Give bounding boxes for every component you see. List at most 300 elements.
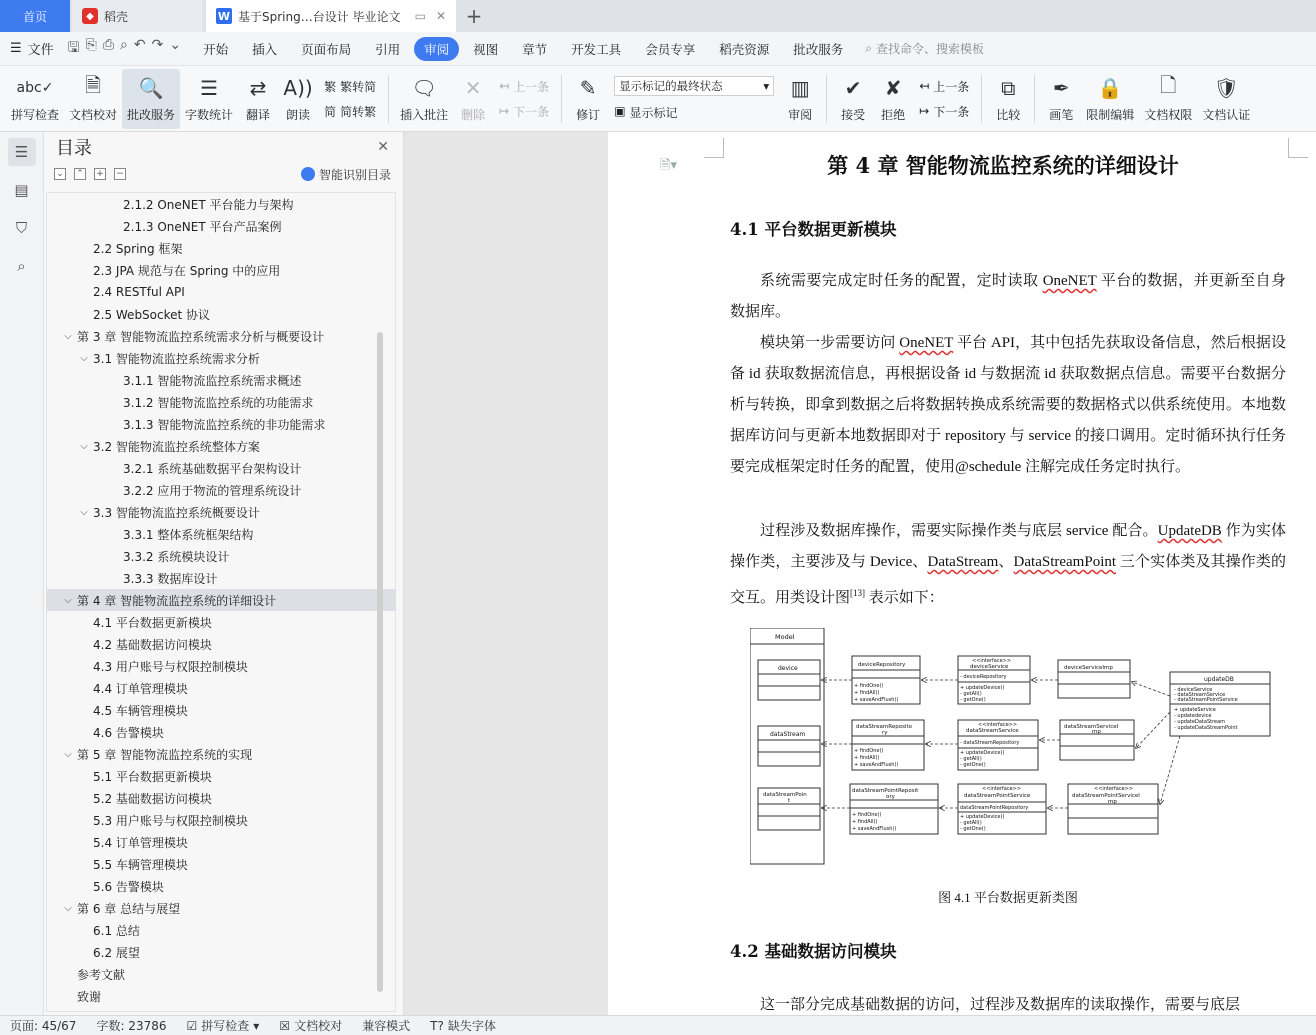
spell-flag-term: OneNET (1042, 273, 1097, 289)
chevron-down-icon[interactable]: ⌵ (64, 330, 72, 342)
bookmark-icon[interactable]: ⛉ (15, 219, 28, 237)
toc-item[interactable] (47, 655, 395, 677)
text-run: 表示如下： (865, 590, 944, 606)
pen-label: 画笔 (1049, 108, 1074, 122)
diagram-label: deviceRepository (858, 662, 906, 668)
restrict-edit-button[interactable] (1081, 69, 1139, 129)
diagram-label: + updateDevice() (960, 750, 1005, 756)
toc-item[interactable] (47, 523, 395, 545)
translate-label: 翻译 (246, 108, 271, 122)
track-changes-button[interactable] (568, 69, 608, 129)
prev-comment-button[interactable] (499, 78, 549, 95)
toc-item[interactable] (47, 897, 395, 919)
text-run: 、 (998, 554, 1014, 570)
menu-tab[interactable]: 开始 (203, 41, 229, 57)
toc-item[interactable] (47, 677, 395, 699)
document-page[interactable] (608, 132, 1316, 1015)
diagram-label: + findAll() (854, 690, 880, 696)
spell-check-icon: abc✓ (16, 80, 54, 96)
read-aloud-label: 朗读 (286, 108, 311, 122)
proofread-label: 文档校对 (69, 108, 118, 122)
track-changes-label: 修订 (576, 108, 601, 122)
next-icon: ↦ (499, 104, 510, 118)
toc-item-label: 4.4 订单管理模块 (93, 681, 188, 696)
toc-item-label: 5.1 平台数据更新模块 (93, 769, 212, 784)
menu-tab[interactable]: 稻壳资源 (719, 41, 770, 57)
chevron-down-icon: ▾ (763, 79, 770, 93)
read-aloud-button[interactable] (278, 69, 318, 129)
proofread-icon: 🗎 (84, 73, 102, 97)
toc-item[interactable] (47, 237, 395, 259)
toc-item-label: 第 5 章 智能物流监控系统的实现 (77, 747, 253, 762)
diagram-label: - deviceService (1174, 687, 1213, 693)
expand-all-icon[interactable]: ⌃ (74, 168, 86, 180)
toc-item[interactable] (47, 809, 395, 831)
paragraph-1 (730, 266, 1286, 328)
simp-to-trad-button[interactable] (324, 103, 376, 120)
toc-item-label: 第 4 章 智能物流监控系统的详细设计 (77, 593, 277, 608)
word-count-icon: ☰ (200, 76, 219, 100)
diagram-label: dataStreamPointRepository (960, 805, 1029, 811)
search-icon[interactable]: ⌕ (17, 257, 26, 275)
diagram-label: dataStream (770, 731, 806, 738)
toc-item[interactable] (47, 325, 395, 347)
document-area (404, 132, 1316, 1015)
diagram-label: - updateDataStreamPoint (1174, 725, 1238, 731)
checkbox-icon: ☑ (186, 1018, 198, 1033)
toc-item[interactable] (47, 919, 395, 941)
chevron-down-icon[interactable]: ⌵ (64, 594, 72, 606)
show-markup-icon: ▣ (614, 104, 626, 118)
toc-scrollbar[interactable] (377, 332, 383, 992)
chevron-down-icon[interactable]: ⌵ (64, 902, 72, 914)
next-comment-button[interactable] (499, 103, 549, 120)
citation-ref: [13] (850, 588, 866, 598)
menu-tab[interactable]: 章节 (522, 41, 548, 57)
separator (1034, 75, 1035, 123)
class-diagram-svg (750, 628, 1274, 868)
toc-item-label: 3.3.3 数据库设计 (123, 571, 218, 586)
diagram-label: - dataStreamRepository (960, 740, 1020, 746)
toc-item[interactable] (47, 963, 395, 985)
convert-group (318, 69, 382, 129)
paragraph-3 (730, 516, 1286, 614)
diagram-label: - getAll() (960, 820, 982, 826)
doc-certify-label: 文档认证 (1202, 108, 1251, 122)
spell-check-button[interactable] (6, 69, 64, 129)
tab-home[interactable] (0, 0, 70, 32)
new-tab-button[interactable] (456, 0, 492, 32)
separator (388, 75, 389, 123)
diagram-label: - dataStreamService (1174, 692, 1226, 698)
toc-item-label: 3.1.3 智能物流监控系统的非功能需求 (123, 417, 326, 432)
missing-font-button[interactable] (430, 1017, 496, 1034)
toc-item-label: 2.1.2 OneNET 平台能力与架构 (123, 197, 294, 212)
tab-document[interactable] (206, 0, 456, 32)
text-run: 过程涉及数据库操作，需要实际操作类与底层 service 配合。 (760, 523, 1158, 539)
diagram-label: <<interface>> (972, 658, 1012, 664)
undo-icon[interactable]: ↶ (133, 36, 146, 53)
missing-font-label: 缺失字体 (447, 1019, 496, 1033)
toc-item-label: 4.3 用户账号与权限控制模块 (93, 659, 248, 674)
insert-comment-label: 插入批注 (400, 108, 449, 122)
class-diagram (750, 628, 1274, 868)
diagram-label: + saveAndFlush() (854, 762, 899, 768)
page-indicator[interactable]: 页面: 45/67 (10, 1019, 77, 1033)
collapse-all-icon[interactable]: ⌄ (54, 168, 66, 180)
menu-tab[interactable]: 审阅 (414, 37, 459, 61)
toc-panel (44, 132, 404, 1015)
proofread-status-label: 文档校对 (294, 1019, 343, 1033)
spell-check-label: 拼写检查 (11, 108, 60, 122)
save-icon[interactable]: 🖫 (67, 39, 80, 56)
proofread-button[interactable] (64, 69, 122, 129)
model-package (750, 628, 824, 864)
toc-item[interactable] (47, 699, 395, 721)
menu-tab[interactable]: 视图 (473, 41, 499, 57)
menu-tab[interactable]: 批改服务 (793, 41, 844, 57)
diagram-label: dataStreamService (966, 728, 1019, 734)
font-icon: T? (430, 1018, 444, 1033)
doc-permission-label: 文档权限 (1144, 108, 1193, 122)
chevron-down-icon[interactable]: ⌵ (64, 748, 72, 760)
toc-item-label: 4.2 基础数据访问模块 (93, 637, 212, 652)
diagram-label: dataStreamPointServiceI (1072, 793, 1140, 799)
menu-tabs (193, 37, 857, 61)
proofread-status[interactable] (279, 1017, 342, 1034)
diagram-label: dataStreamPointReposit (852, 788, 919, 794)
tab-daoke-label: 稻壳 (104, 9, 129, 24)
trad-to-simp-label: 繁转简 (340, 79, 377, 94)
paragraph-4: 这一部分完成基础数据的访问，过程涉及数据库的读取操作，需要与底层 (760, 997, 1241, 1013)
toc-item[interactable] (47, 545, 395, 567)
diagram-label: <<interface>> (978, 722, 1018, 728)
toc-item[interactable] (47, 721, 395, 743)
reject-button[interactable] (873, 69, 913, 129)
speaker-icon: A)) (283, 76, 313, 100)
diagram-label: - updatedevice (1174, 713, 1212, 719)
accept-icon: ✔ (844, 76, 862, 100)
diagram-label: - dataStreamPointService (1174, 697, 1238, 703)
diagram-label: dataStreamPoin (763, 792, 807, 798)
toc-item[interactable] (47, 369, 395, 391)
diagram-label: - getOne() (960, 697, 986, 703)
toc-item[interactable] (47, 611, 395, 633)
menu-tab[interactable]: 插入 (252, 41, 278, 57)
toc-item-label: 6.1 总结 (93, 923, 140, 938)
diagram-label: + findAll() (852, 819, 878, 825)
toc-item[interactable] (47, 215, 395, 237)
text-run: 平台 API，其中包括先获取设备信息，然后根据设备 id 获取数据流信息，再根据设备 id 与数据流 id 获取数据点信息。需要平台数据分析与转换，即拿到数据之后将数据转换成系统需要的数据格式以供系统使用。本地数据库访问与更新本地数据即对于 repository 与 service 的接口调用。定时循环执行任务要完成框架定时任务的配置，使用@schedule 注解完成任务定时执行。 (730, 335, 1286, 475)
show-markup-label: 显示标记 (629, 106, 678, 120)
print-icon[interactable]: ⎙ (102, 36, 115, 53)
toc-title: 目录 (56, 138, 92, 159)
toc-item-label: 3.3 智能物流监控系统概要设计 (93, 505, 260, 520)
quick-access-toolbar (68, 37, 181, 61)
toc-item-label: 5.6 告警模块 (93, 879, 164, 894)
figure-caption: 图 4.1 平台数据更新类图 (938, 890, 1078, 905)
command-search-placeholder: 查找命令、搜索模板 (875, 42, 984, 56)
toc-item-label: 2.5 WebSocket 协议 (93, 307, 211, 322)
section-heading-4-2: 4.2 基础数据访问模块 (730, 942, 897, 961)
toc-item[interactable] (47, 853, 395, 875)
delete-comment-button[interactable] (453, 69, 493, 129)
diagram-label: + updateDevice() (960, 814, 1005, 820)
ribbon-review (0, 66, 1316, 132)
toc-item-label: 5.2 基础数据访问模块 (93, 791, 212, 806)
diagram-label: dataStreamServiceI (1064, 724, 1119, 730)
separator (561, 75, 562, 123)
ai-toc-label: 智能识别目录 (318, 167, 391, 182)
toc-item[interactable] (47, 765, 395, 787)
toc-item-label: 第 3 章 智能物流监控系统需求分析与概要设计 (77, 329, 325, 344)
accept-label: 接受 (841, 108, 866, 122)
toc-item-label: 2.4 RESTful API (93, 285, 185, 299)
chevron-down-icon[interactable]: ⌵ (80, 440, 88, 452)
diagram-label: device (778, 665, 798, 672)
diagram-label: t (788, 798, 791, 804)
toc-item-label: 3.1.1 智能物流监控系统需求概述 (123, 373, 302, 388)
tab-close-icon[interactable]: ✕ (435, 9, 446, 23)
compat-mode: 兼容模式 (362, 1019, 411, 1033)
word-count-indicator[interactable]: 字数: 23786 (96, 1019, 167, 1033)
spell-flag-term: UpdateDB (1157, 523, 1222, 539)
toc-item[interactable] (47, 941, 395, 963)
tab-document-label: 基于Spring…台设计 毕业论文 (238, 9, 401, 24)
toc-item-label: 3.3.2 系统模块设计 (123, 549, 230, 564)
toc-item[interactable] (47, 435, 395, 457)
toc-icon[interactable]: ☰ (8, 138, 36, 166)
diagram-label: + saveAndFlush() (854, 697, 899, 703)
toc-item-label: 参考文献 (77, 967, 126, 982)
diagram-label: mp (1092, 729, 1101, 735)
toc-item[interactable] (47, 831, 395, 853)
restrict-edit-label: 限制编辑 (1086, 108, 1135, 122)
hamburger-icon: ☰ (10, 41, 22, 56)
chapter-icon[interactable]: ▤ (14, 181, 29, 199)
separator (981, 75, 982, 123)
show-markup-button[interactable] (614, 104, 774, 121)
ai-icon (301, 167, 315, 181)
toc-item[interactable] (47, 457, 395, 479)
prev-comment-label: 上一条 (513, 79, 550, 94)
diagram-label: dataStreamReposito (856, 724, 913, 730)
toc-item-label: 致谢 (77, 989, 102, 1004)
close-icon[interactable]: ✕ (377, 139, 389, 155)
prev-change-label: 上一条 (933, 79, 970, 94)
text-run: 作为实体操作类，主要涉及与 Device、 (730, 523, 1286, 570)
toc-item-label: 2.1.3 OneNET 平台产品案例 (123, 219, 282, 234)
diagram-label: updateDB (1204, 676, 1234, 683)
toc-item[interactable] (47, 413, 395, 435)
diagram-label: + findOne() (854, 683, 884, 689)
word-count-label: 字数统计 (185, 108, 234, 122)
toc-item[interactable] (47, 281, 395, 303)
menu-tab[interactable]: 页面布局 (301, 41, 352, 57)
accept-button[interactable] (833, 69, 873, 129)
toc-item[interactable] (47, 743, 395, 765)
proofread-status-icon: ☒ (279, 1018, 291, 1033)
toc-item[interactable] (47, 633, 395, 655)
toc-item-label: 3.1.2 智能物流监控系统的功能需求 (123, 395, 314, 410)
grading-service-button[interactable] (122, 69, 180, 129)
prev-change-button[interactable] (919, 78, 969, 95)
diagram-label: + findOne() (854, 748, 884, 754)
toc-item-label: 6.2 展望 (93, 945, 140, 960)
tab-daoke[interactable] (72, 0, 202, 32)
writer-logo-icon: W (217, 9, 231, 23)
markup-state-select[interactable] (614, 76, 774, 96)
toc-item-label: 3.1 智能物流监控系统需求分析 (93, 351, 260, 366)
tab-float-icon[interactable]: ▭ (414, 9, 426, 23)
prev-icon: ↤ (499, 79, 510, 93)
diagram-label: + updateDevice() (960, 685, 1005, 691)
toc-item-label: 3.2.1 系统基础数据平台架构设计 (123, 461, 302, 476)
markup-state-value: 显示标记的最终状态 (619, 79, 723, 93)
toc-item-label: 第 6 章 总结与展望 (77, 901, 181, 916)
toc-item-label: 4.6 告警模块 (93, 725, 164, 740)
compare-icon: ⧉ (1001, 76, 1016, 100)
redo-icon[interactable]: ↷ (151, 36, 164, 53)
file-menu-button[interactable] (10, 39, 54, 58)
diagram-label: ory (886, 794, 895, 800)
diagram-label: - getOne() (960, 762, 986, 768)
preview-icon[interactable]: ⌕ (120, 36, 128, 53)
next-icon: ↦ (919, 104, 930, 118)
toc-item[interactable] (47, 501, 395, 523)
comment-add-icon: 🗨 (411, 76, 437, 100)
toc-list (46, 192, 396, 1012)
review-pane-label: 审阅 (788, 108, 813, 122)
toc-item-label: 5.3 用户账号与权限控制模块 (93, 813, 248, 828)
pen-icon: ✒ (1052, 76, 1070, 100)
next-comment-label: 下一条 (513, 104, 550, 119)
markup-group (608, 76, 780, 121)
diagram-label: + updateService (1174, 707, 1216, 713)
toc-item[interactable] (47, 347, 395, 369)
paragraph-2 (730, 328, 1286, 483)
reject-label: 拒绝 (881, 108, 906, 122)
chevron-down-icon[interactable]: ⌵ (80, 506, 88, 518)
toc-item-label: 5.5 车辆管理模块 (93, 857, 188, 872)
word-count-button[interactable] (180, 69, 238, 129)
add-heading-icon[interactable]: + (94, 168, 106, 180)
spell-flag-term: DataStreamPoint (1013, 554, 1117, 570)
daoke-logo-icon: ◆ (82, 8, 98, 24)
status-bar (0, 1015, 1316, 1035)
spell-flag-term: OneNET (899, 335, 954, 351)
toc-item-label: 4.1 平台数据更新模块 (93, 615, 212, 630)
diagram-label: - getAll() (960, 691, 982, 697)
toc-item-label: 5.4 订单管理模块 (93, 835, 188, 850)
chapter-title: 第 4 章 智能物流监控系统的详细设计 (827, 153, 1179, 178)
toc-item[interactable] (47, 259, 395, 281)
delete-comment-label: 删除 (461, 108, 486, 122)
diagram-label: - getAll() (960, 756, 982, 762)
trad-to-simp-button[interactable] (324, 78, 376, 95)
translate-button[interactable] (238, 69, 278, 129)
ai-toc-button[interactable] (301, 166, 391, 183)
diagram-label: deviceServiceImp (1064, 665, 1113, 671)
toc-item[interactable] (47, 303, 395, 325)
track-changes-icon: ✎ (579, 76, 597, 100)
diagram-label: mp (1108, 799, 1117, 805)
separator (826, 75, 827, 123)
toc-item[interactable] (47, 567, 395, 589)
navigation-strip (0, 132, 44, 1015)
menu-tab[interactable]: 会员专享 (645, 41, 696, 57)
spell-check-status[interactable] (187, 1017, 260, 1034)
text-run: 平台的数据，并更新至自身数据库。 (730, 273, 1286, 320)
command-search[interactable] (865, 40, 984, 57)
reject-icon: ✘ (884, 76, 902, 100)
comment-delete-icon: ✕ (464, 76, 482, 100)
permission-icon: 🗋 (1160, 73, 1177, 97)
file-menu-label: 文件 (27, 43, 54, 58)
customize-icon[interactable]: ⌄ (169, 36, 182, 53)
toc-header (44, 132, 403, 162)
menu-tab[interactable]: 引用 (375, 41, 401, 57)
diagram-label: - deviceRepository (960, 674, 1007, 680)
text-run: 三个实体类及其操作类的交互。用类设计图 (730, 554, 1286, 606)
diagram-label: + saveAndFlush() (852, 826, 897, 832)
plus-icon: + (465, 4, 483, 28)
next-change-button[interactable] (919, 103, 969, 120)
diagram-label: <<interface>> (982, 786, 1022, 792)
export-icon[interactable]: ⎘ (85, 36, 97, 53)
spell-flag-term: DataStream (927, 554, 999, 570)
review-pane-icon: ▥ (790, 76, 810, 100)
page-layout-icon[interactable]: 🗎▾ (660, 158, 677, 173)
toc-item[interactable] (47, 589, 395, 611)
diagram-label: Model (775, 633, 795, 641)
menu-tab[interactable]: 开发工具 (571, 41, 622, 57)
toc-item[interactable] (47, 391, 395, 413)
translate-icon: ⇄ (249, 76, 267, 100)
doc-permission-button[interactable] (1139, 69, 1197, 129)
toc-item-label: 2.2 Spring 框架 (93, 241, 183, 256)
grading-icon: 🔍 (138, 76, 164, 100)
compare-button[interactable] (988, 69, 1028, 129)
toc-item[interactable] (47, 875, 395, 897)
diagram-label: - getOne() (960, 826, 986, 832)
text-run: 系统需要完成定时任务的配置，定时读取 (760, 273, 1043, 289)
section-heading-4-1: 4.1 平台数据更新模块 (730, 220, 897, 239)
doc-certify-button[interactable] (1197, 69, 1255, 129)
diagram-label: ry (882, 730, 888, 736)
convert-icon: 简 (324, 104, 337, 119)
pen-button[interactable] (1041, 69, 1081, 129)
tab-home-label: 首页 (22, 9, 47, 24)
toc-item-label: 3.2.2 应用于物流的管理系统设计 (123, 483, 302, 498)
toc-item[interactable] (47, 479, 395, 501)
spell-check-status-label: 拼写检查 (201, 1019, 250, 1033)
diagram-label: dataStreamPointService (964, 793, 1031, 799)
remove-heading-icon[interactable]: − (114, 168, 126, 180)
simp-to-trad-label: 简转繁 (340, 104, 377, 119)
toc-item[interactable] (47, 787, 395, 809)
diagram-label: + findAll() (854, 755, 880, 761)
toc-item-label: 2.3 JPA 规范与在 Spring 中的应用 (93, 263, 281, 278)
diagram-label: deviceService (970, 664, 1009, 670)
chevron-down-icon[interactable]: ⌵ (80, 352, 88, 364)
toc-item[interactable] (47, 985, 395, 1007)
toc-item[interactable] (47, 193, 395, 215)
chevron-down-icon: ▾ (253, 1018, 260, 1033)
comment-nav-group (493, 69, 555, 129)
review-pane-button[interactable] (780, 69, 820, 129)
insert-comment-button[interactable] (395, 69, 453, 129)
